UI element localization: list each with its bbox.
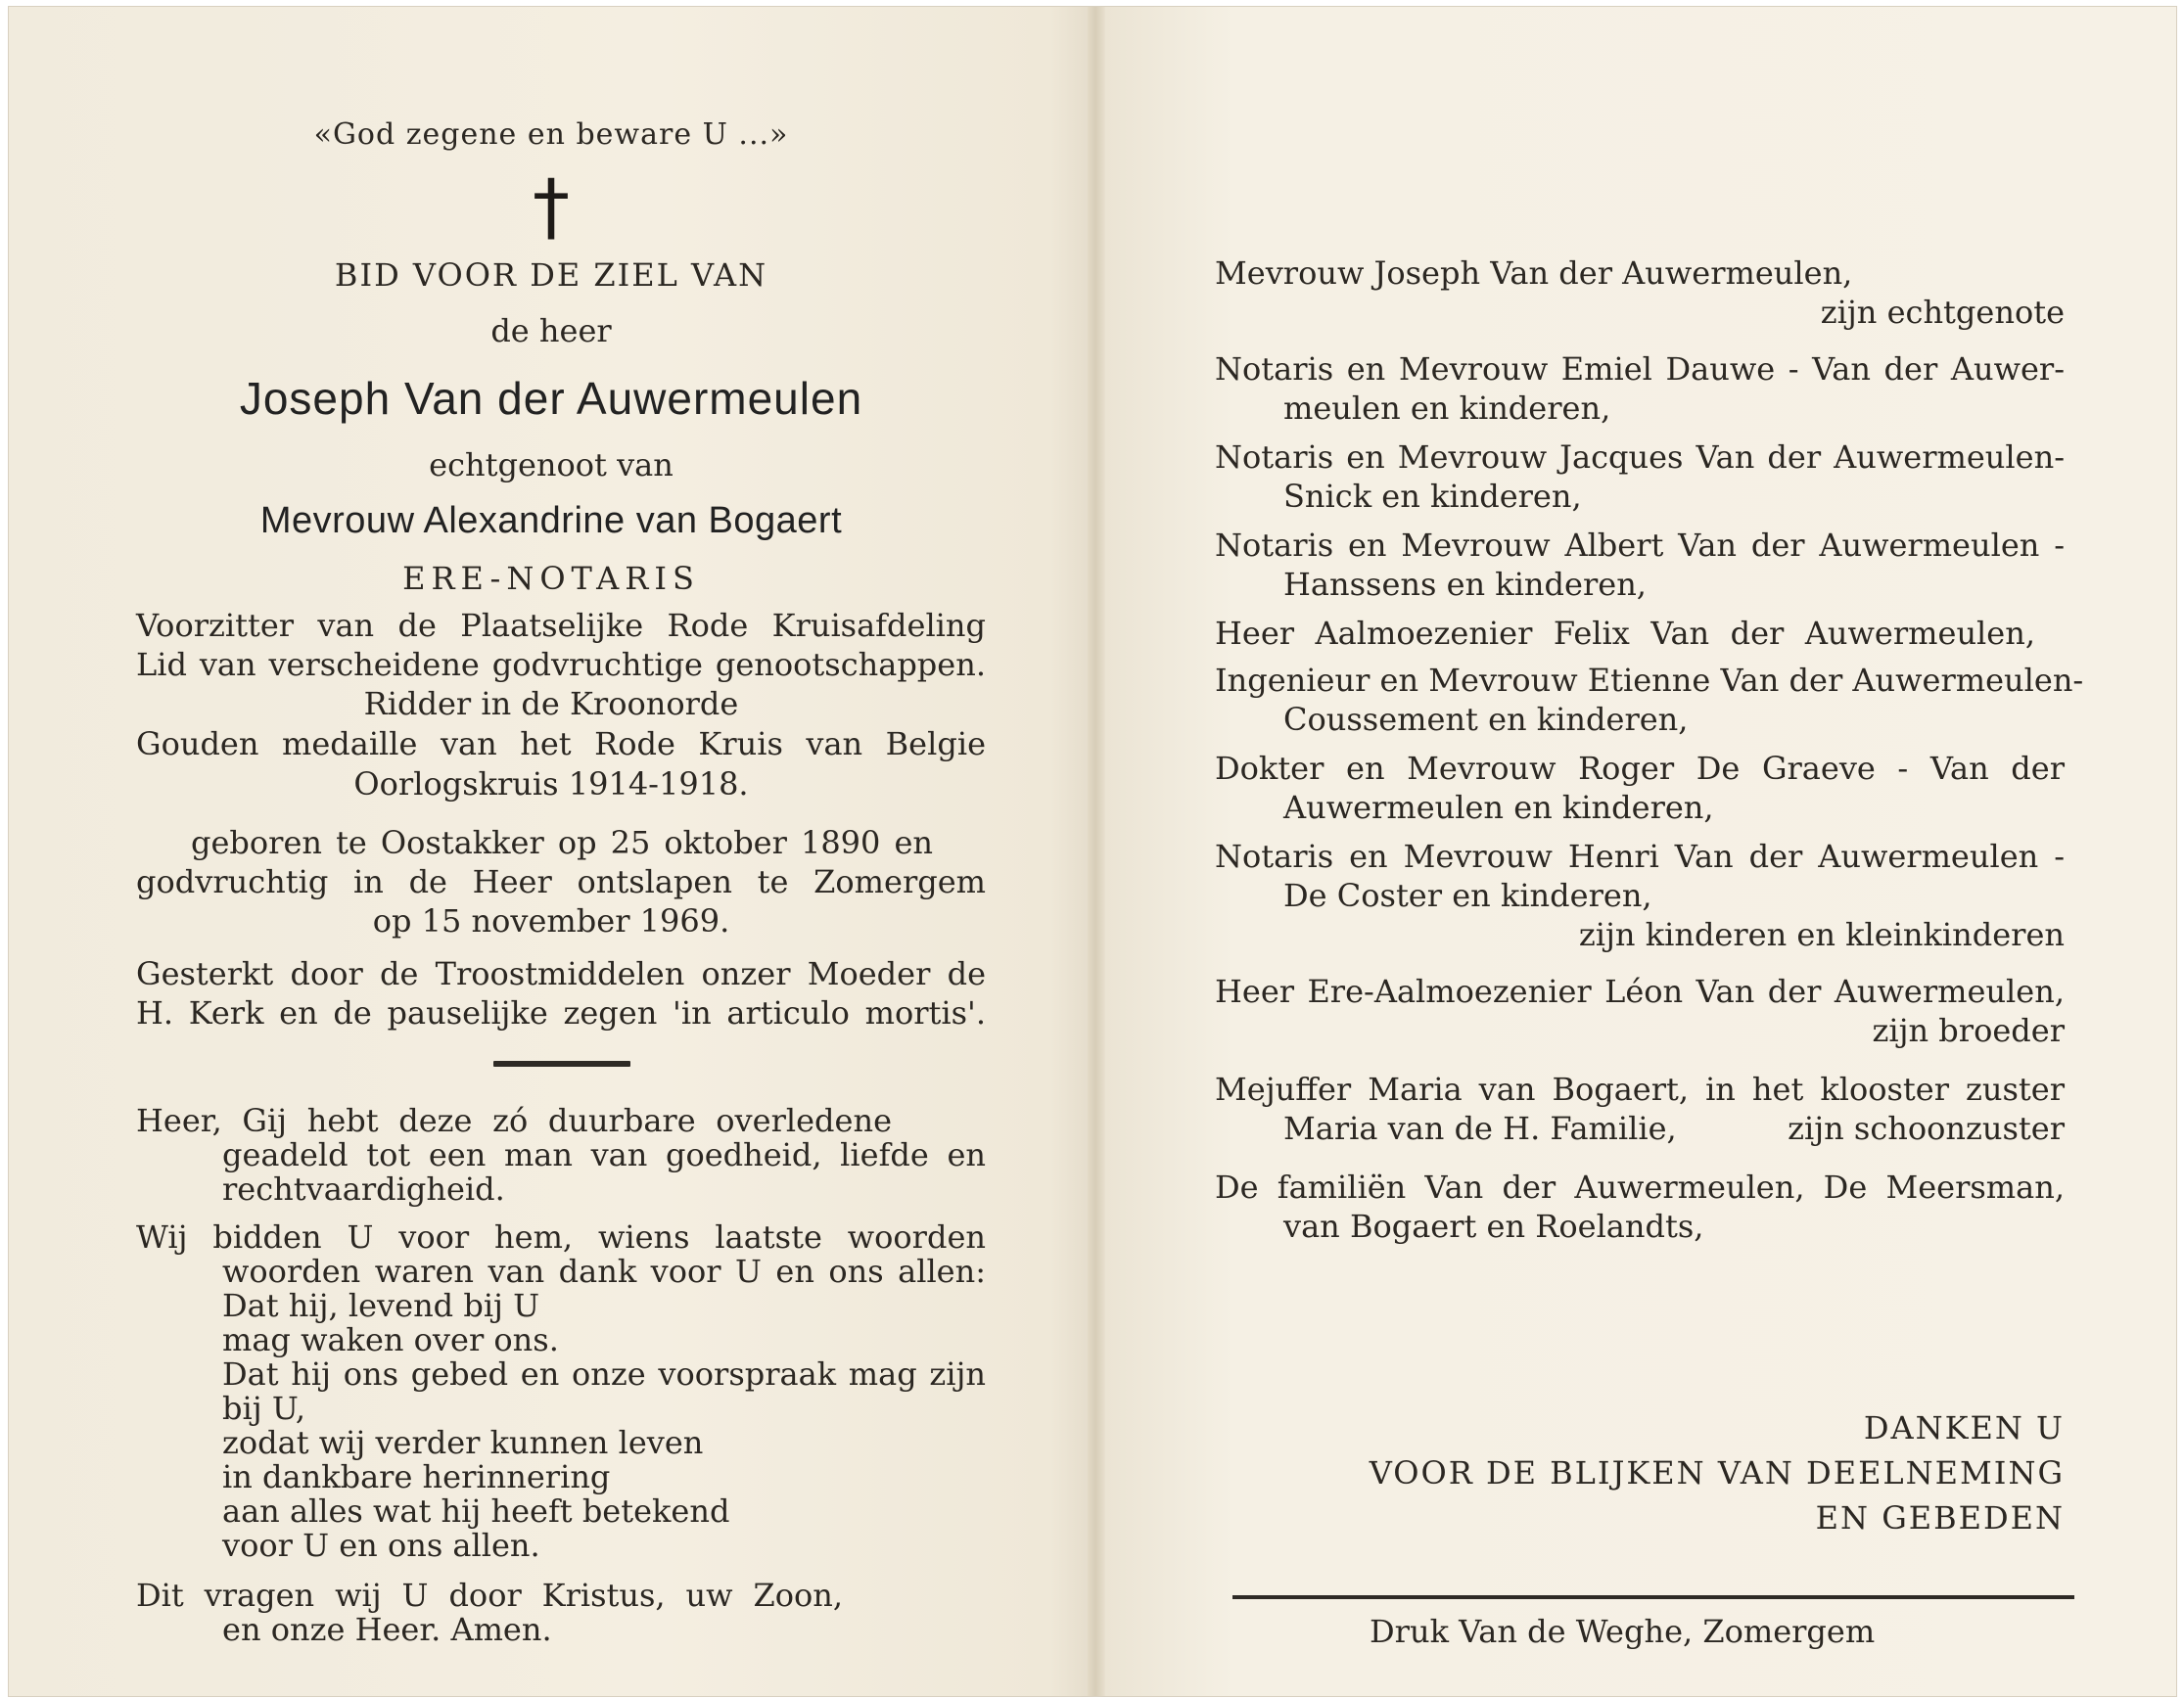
- function-line: Oorlogskruis 1914-1918.: [353, 765, 749, 803]
- family-line: De familiën Van der Auwermeulen, De Meersman,: [1215, 1169, 2065, 1206]
- family-line: Hanssens en kinderen,: [1283, 566, 1647, 603]
- honorific: de heer: [490, 312, 612, 349]
- family-line: Notaris en Mevrouw Albert Van der Auwermeulen -: [1215, 527, 2065, 564]
- family-line: Snick en kinderen,: [1283, 478, 1582, 515]
- professional-title: ERE-NOTARIS: [402, 560, 700, 597]
- prayer-line: Wij bidden U voor hem, wiens laatste woorden: [136, 1218, 986, 1256]
- prayer-line: Dit vragen wij U door Kristus, uw Zoon,: [136, 1577, 843, 1614]
- sacraments-line: Gesterkt door de Troostmiddelen onzer Moeder de: [136, 955, 986, 992]
- death-line: godvruchtig in de Heer ontslapen te Zomergem: [136, 863, 986, 900]
- family-role: zijn schoonzuster: [1788, 1110, 2065, 1147]
- family-line: Heer Ere-Aalmoezenier Léon Van der Auwermeulen,: [1215, 973, 2065, 1010]
- prayer-line: Dat hij, levend bij U: [222, 1287, 540, 1324]
- spouse-intro: echtgenoot van: [429, 446, 674, 483]
- footer-rule: [1232, 1595, 2074, 1599]
- prayer-heading: BID VOOR DE ZIEL VAN: [334, 256, 768, 294]
- motto: «God zegene en beware U ...»: [313, 117, 789, 152]
- thanks-line: VOOR DE BLIJKEN VAN DEELNEMING: [1369, 1454, 2065, 1491]
- family-line: Ingenieur en Mevrouw Etienne Van der Auwermeulen-: [1215, 662, 2084, 699]
- function-line: Lid van verscheidene godvruchtige genootschappen.: [136, 646, 986, 683]
- family-line: Heer Aalmoezenier Felix Van der Auwermeulen,: [1215, 615, 2035, 652]
- family-line: Dokter en Mevrouw Roger De Graeve - Van der: [1215, 750, 2065, 787]
- function-line: Ridder in de Kroonorde: [363, 685, 739, 722]
- section-divider: [493, 1061, 630, 1067]
- left-panel: [9, 7, 1093, 1696]
- family-line: De Coster en kinderen,: [1283, 877, 1652, 914]
- family-line: meulen en kinderen,: [1283, 390, 1611, 427]
- memorial-card: [8, 6, 2177, 1697]
- prayer-line: Dat hij ons gebed en onze voorspraak mag zijn: [222, 1355, 986, 1393]
- function-line: Gouden medaille van het Rode Kruis van Belgie: [136, 725, 986, 762]
- prayer-line: Heer, Gij hebt deze zó duurbare overledene: [136, 1102, 892, 1139]
- family-line: Maria van de H. Familie,: [1283, 1110, 1677, 1147]
- prayer-line: en onze Heer. Amen.: [222, 1611, 552, 1648]
- deceased-name: Joseph Van der Auwermeulen: [239, 373, 863, 424]
- right-panel: [1105, 7, 2176, 1696]
- thanks-line: EN GEBEDEN: [1815, 1499, 2065, 1537]
- family-line: Mejuffer Maria van Bogaert, in het klooster zuster: [1215, 1071, 2065, 1108]
- birth-line: geboren te Oostakker op 25 oktober 1890 en: [191, 824, 933, 861]
- prayer-line: rechtvaardigheid.: [222, 1170, 505, 1208]
- death-date-line: op 15 november 1969.: [372, 902, 730, 940]
- thanks-line: DANKEN U: [1863, 1409, 2065, 1446]
- printer-credit: Druk Van de Weghe, Zomergem: [1370, 1613, 1876, 1650]
- family-role: zijn broeder: [1872, 1012, 2065, 1049]
- family-line: Notaris en Mevrouw Emiel Dauwe - Van der Auwer-: [1215, 350, 2065, 388]
- family-line: van Bogaert en Roelandts,: [1283, 1208, 1704, 1245]
- prayer-line: aan alles wat hij heeft betekend: [222, 1492, 730, 1530]
- family-line: Notaris en Mevrouw Jacques Van der Auwermeulen-: [1215, 438, 2065, 476]
- prayer-line: voor U en ons allen.: [222, 1527, 540, 1564]
- family-line: Notaris en Mevrouw Henri Van der Auwermeulen -: [1215, 838, 2065, 875]
- sacraments-line: H. Kerk en de pauselijke zegen 'in articulo mortis'.: [136, 994, 986, 1032]
- family-line: Coussement en kinderen,: [1283, 701, 1689, 738]
- card-fold: [1088, 7, 1105, 1696]
- prayer-line: geadeld tot een man van goedheid, liefde en: [222, 1136, 986, 1173]
- prayer-line: bij U,: [222, 1390, 306, 1427]
- cross-icon: †: [533, 162, 570, 250]
- function-line: Voorzitter van de Plaatselijke Rode Kruisafdeling: [136, 607, 986, 644]
- prayer-line: mag waken over ons.: [222, 1321, 559, 1358]
- family-role: zijn kinderen en kleinkinderen: [1578, 916, 2065, 953]
- prayer-line: in dankbare herinnering: [222, 1458, 611, 1495]
- family-line: Auwermeulen en kinderen,: [1283, 789, 1714, 826]
- family-role: zijn echtgenote: [1820, 294, 2065, 331]
- spouse-name: Mevrouw Alexandrine van Bogaert: [259, 500, 843, 541]
- prayer-line: woorden waren van dank voor U en ons allen:: [222, 1253, 986, 1290]
- family-line: Mevrouw Joseph Van der Auwermeulen,: [1215, 254, 1853, 292]
- prayer-line: zodat wij verder kunnen leven: [222, 1424, 704, 1461]
